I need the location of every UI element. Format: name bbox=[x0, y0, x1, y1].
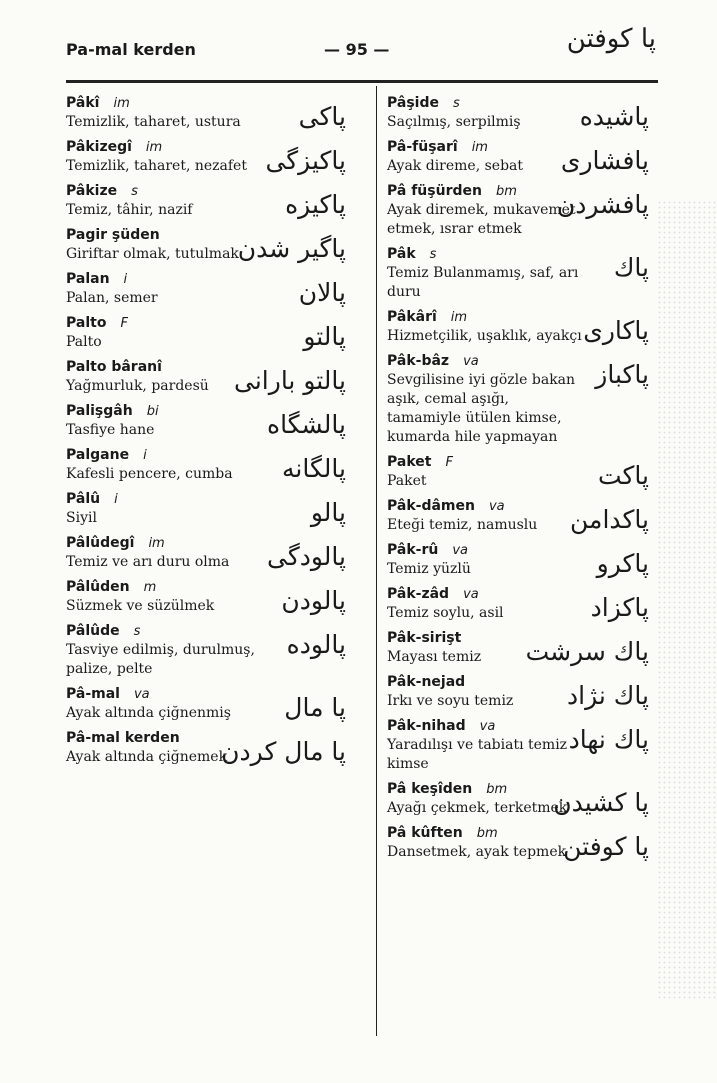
headword-text: Pâ-mal bbox=[66, 686, 120, 702]
grammar-tag: bm bbox=[486, 782, 508, 797]
entry-definition: Ayak altında çiğnenmiş bbox=[66, 705, 231, 721]
grammar-tag: va bbox=[452, 543, 468, 558]
entry-arabic-script: پاكت bbox=[597, 461, 649, 490]
dictionary-entry bbox=[66, 685, 354, 723]
headword-text: Palto bbox=[66, 315, 107, 331]
entry-arabic-script: پاكارى bbox=[583, 316, 649, 345]
headword-text: Pagir şüden bbox=[66, 227, 160, 243]
grammar-tag: im bbox=[113, 96, 130, 111]
headword-text: Pâşide bbox=[387, 95, 439, 111]
grammar-tag: va bbox=[479, 719, 496, 734]
dictionary-entry bbox=[66, 729, 354, 767]
headword-text: Pâlûdegî bbox=[66, 535, 135, 551]
entry-definition: Saçılmış, serpilmiş bbox=[387, 114, 521, 130]
header-guide-word-arabic: پا كوفتن bbox=[566, 24, 656, 54]
entry-definition: Ayak altında çiğnemek bbox=[66, 749, 228, 765]
entry-arabic-script: پاك bbox=[613, 253, 649, 282]
entry-definition: Sevgilisine iyi gözle bakan aşık, cemal aşığı, tamamiyle ütülen kimse, kumarda hile yapmayan bbox=[387, 372, 576, 445]
dictionary-entry bbox=[387, 585, 657, 623]
entry-definition: Siyil bbox=[66, 510, 97, 526]
dictionary-entry bbox=[66, 578, 354, 616]
entry-definition: Temizlik, taharet, ustura bbox=[66, 114, 241, 130]
header-rule bbox=[66, 80, 658, 83]
headword-text: Pâkî bbox=[66, 95, 100, 111]
entry-arabic-script: پالودن bbox=[281, 586, 346, 615]
grammar-tag: s bbox=[131, 184, 138, 199]
entry-definition: Paket bbox=[387, 473, 427, 489]
headword-text: Pâk-nejad bbox=[387, 674, 466, 690]
left-column bbox=[66, 94, 354, 773]
grammar-tag: i bbox=[114, 492, 118, 507]
grammar-tag: im bbox=[450, 310, 468, 325]
page-edge-texture bbox=[657, 200, 717, 1000]
entry-definition: Giriftar olmak, tutulmak bbox=[66, 246, 239, 262]
headword-text: Pâlû bbox=[66, 491, 101, 507]
headword-text: Palgane bbox=[66, 447, 130, 463]
headword-text: Pâk-zâd bbox=[387, 586, 450, 602]
dictionary-entry bbox=[387, 453, 657, 491]
headword-text: Pâkize bbox=[66, 183, 118, 199]
entry-definition: Tasfiye hane bbox=[66, 422, 155, 438]
headword-text: Pâk bbox=[387, 246, 416, 262]
page-header bbox=[66, 24, 656, 72]
entry-definition: Eteği temiz, namuslu bbox=[387, 517, 538, 533]
entry-arabic-script: پالگانه bbox=[282, 454, 346, 483]
column-divider bbox=[376, 86, 377, 1036]
dictionary-entry bbox=[66, 402, 354, 440]
dictionary-entry bbox=[66, 138, 354, 176]
headword-text: Palişgâh bbox=[66, 403, 133, 419]
headword-text: Pâ-füşarî bbox=[387, 139, 458, 155]
headword-text: Paket bbox=[387, 454, 432, 470]
entry-definition: Tasviye edilmiş, durulmuş, palize, pelte bbox=[66, 642, 255, 677]
headword-text: Pâkârî bbox=[387, 309, 437, 325]
entry-definition: Temiz, tâhir, nazif bbox=[66, 202, 193, 218]
entry-definition: Ayak diremek, mukavemet etmek, ısrar etmek bbox=[387, 202, 576, 237]
entry-arabic-script: پاشيده bbox=[579, 102, 649, 131]
entry-arabic-script: پالان bbox=[298, 278, 346, 307]
right-column bbox=[387, 94, 657, 868]
grammar-tag: bm bbox=[476, 826, 498, 841]
entry-arabic-script: پالودگى bbox=[267, 542, 346, 571]
entry-definition: Dansetmek, ayak tepmek bbox=[387, 844, 567, 860]
dictionary-entry bbox=[387, 138, 657, 176]
grammar-tag: F bbox=[445, 455, 453, 470]
entry-definition: Palto bbox=[66, 334, 102, 350]
entry-arabic-script: پاكدامن bbox=[570, 505, 649, 534]
grammar-tag: i bbox=[123, 272, 128, 287]
headword-text: Pâk-dâmen bbox=[387, 498, 475, 514]
dictionary-entry bbox=[66, 226, 354, 264]
headword-text: Pâ keşîden bbox=[387, 781, 473, 797]
headword-text: Pâk-rû bbox=[387, 542, 439, 558]
grammar-tag: F bbox=[120, 316, 128, 331]
entry-arabic-script: پا كشيدن bbox=[553, 788, 649, 817]
dictionary-entry bbox=[66, 622, 354, 679]
dictionary-entry bbox=[66, 182, 354, 220]
entry-definition: Mayası temiz bbox=[387, 649, 482, 665]
entry-arabic-script: پاكيزه bbox=[285, 190, 346, 219]
entry-arabic-script: پافشارى bbox=[560, 146, 649, 175]
dictionary-entry bbox=[387, 780, 657, 818]
dictionary-entry bbox=[66, 358, 354, 396]
headword-text: Pâk-sirişt bbox=[387, 630, 462, 646]
grammar-tag: va bbox=[463, 354, 479, 369]
entry-definition: Yağmurluk, pardesü bbox=[66, 378, 209, 394]
grammar-tag: va bbox=[133, 687, 150, 702]
entry-arabic-script: پالوده bbox=[286, 630, 346, 659]
grammar-tag: va bbox=[463, 587, 479, 602]
dictionary-entry bbox=[387, 673, 657, 711]
entry-definition: Palan, semer bbox=[66, 290, 158, 306]
grammar-tag: s bbox=[429, 247, 437, 262]
entry-arabic-script: پاك نژاد bbox=[567, 681, 649, 710]
headword-text: Pâk-bâz bbox=[387, 353, 450, 369]
dictionary-entry bbox=[387, 541, 657, 579]
entry-definition: Hizmetçilik, uşaklık, ayakçı bbox=[387, 328, 582, 344]
entry-arabic-script: پالتو bbox=[303, 322, 346, 351]
dictionary-entry bbox=[387, 629, 657, 667]
entry-definition: Yaradılışı ve tabiatı temiz kimse bbox=[387, 737, 568, 772]
dictionary-entry bbox=[387, 245, 657, 302]
dictionary-entry bbox=[387, 717, 657, 774]
page-number: — 95 — bbox=[324, 40, 390, 59]
dictionary-entry bbox=[66, 314, 354, 352]
entry-arabic-script: پا مال bbox=[284, 693, 346, 722]
headword-text: Pâ füşürden bbox=[387, 183, 482, 199]
grammar-tag: m bbox=[143, 580, 157, 595]
entry-definition: Temizlik, taharet, nezafet bbox=[66, 158, 247, 174]
dictionary-entry bbox=[387, 308, 657, 346]
entry-definition: Temiz ve arı duru olma bbox=[66, 554, 230, 570]
grammar-tag: im bbox=[148, 536, 165, 551]
entry-arabic-script: پالشگاه bbox=[266, 410, 346, 439]
dictionary-entry bbox=[66, 534, 354, 572]
grammar-tag: s bbox=[452, 96, 460, 111]
dictionary-entry bbox=[66, 94, 354, 132]
headword-text: Palto bâranî bbox=[66, 359, 162, 375]
entry-definition: Irkı ve soyu temiz bbox=[387, 693, 514, 709]
headword-text: Pâlûden bbox=[66, 579, 130, 595]
dictionary-entry bbox=[387, 497, 657, 535]
dictionary-entry bbox=[66, 270, 354, 308]
dictionary-entry bbox=[387, 824, 657, 862]
entry-definition: Ayak direme, sebat bbox=[387, 158, 524, 174]
grammar-tag: va bbox=[488, 499, 505, 514]
entry-arabic-script: پافشردن bbox=[556, 190, 649, 219]
grammar-tag: bi bbox=[146, 404, 159, 419]
headword-text: Pâlûde bbox=[66, 623, 120, 639]
entry-arabic-script: پاكزاد bbox=[590, 593, 649, 622]
entry-arabic-script: پا مال كردن bbox=[221, 737, 346, 766]
headword-text: Pâ kûften bbox=[387, 825, 463, 841]
entry-arabic-script: پالتو بارانى bbox=[234, 366, 346, 395]
headword-text: Pâ-mal kerden bbox=[66, 730, 180, 746]
entry-definition: Temiz yüzlü bbox=[387, 561, 471, 577]
header-guide-word: Pa-mal kerden bbox=[66, 40, 196, 59]
grammar-tag: i bbox=[143, 448, 147, 463]
entry-arabic-script: پاكيزگى bbox=[265, 146, 346, 175]
grammar-tag: im bbox=[145, 140, 163, 155]
entry-definition: Süzmek ve süzülmek bbox=[66, 598, 215, 614]
dictionary-entry bbox=[387, 182, 657, 239]
entry-arabic-script: پاكرو bbox=[596, 549, 649, 578]
entry-arabic-script: پاك نهاد bbox=[568, 725, 649, 754]
entry-definition: Ayağı çekmek, terketmek bbox=[387, 800, 568, 816]
headword-text: Pâk-nihad bbox=[387, 718, 466, 734]
dictionary-entry bbox=[66, 446, 354, 484]
grammar-tag: bm bbox=[495, 184, 517, 199]
dictionary-entry bbox=[387, 352, 657, 447]
headword-text: Pâkizegî bbox=[66, 139, 132, 155]
entry-arabic-script: پاگير شدن bbox=[237, 234, 346, 263]
grammar-tag: s bbox=[133, 624, 141, 639]
entry-arabic-script: پاك سرشت bbox=[525, 637, 649, 666]
dictionary-entry bbox=[66, 490, 354, 528]
entry-definition: Temiz soylu, asil bbox=[387, 605, 504, 621]
entry-arabic-script: پا كوفتن bbox=[563, 832, 649, 861]
entry-arabic-script: پاكى bbox=[298, 102, 346, 131]
grammar-tag: im bbox=[471, 140, 488, 155]
dictionary-entry bbox=[387, 94, 657, 132]
entry-arabic-script: پالو bbox=[310, 498, 346, 527]
entry-arabic-script: پاكباز bbox=[595, 360, 649, 389]
headword-text: Palan bbox=[66, 271, 110, 287]
entry-definition: Temiz Bulanmamış, saf, arı duru bbox=[387, 265, 579, 300]
entry-definition: Kafesli pencere, cumba bbox=[66, 466, 233, 482]
